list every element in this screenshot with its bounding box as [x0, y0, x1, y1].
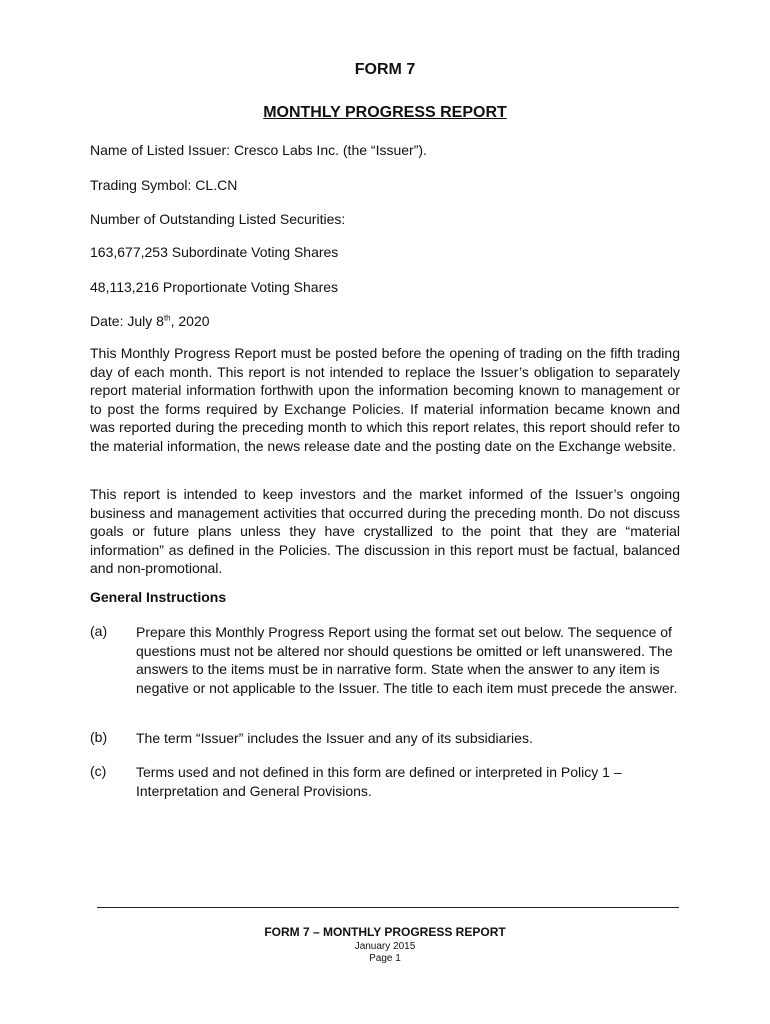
instruction-marker-a: (a): [90, 623, 108, 639]
instruction-text-b: The term “Issuer” includes the Issuer and any of its subsidiaries.: [136, 730, 533, 746]
form-number: FORM 7: [354, 61, 416, 78]
report-date-line: [90, 313, 210, 329]
footer-title: FORM 7 – MONTHLY PROGRESS REPORT: [264, 925, 506, 939]
instruction-marker-c: (c): [90, 763, 107, 779]
trading-symbol-line: Trading Symbol: CL.CN: [90, 177, 238, 193]
report-date-year: , 2020: [170, 313, 210, 329]
body-paragraph-posting: This Monthly Progress Report must be posted before the opening of trading on the fifth trading day of each month. This report is not intended to replace the Issuer’s obligation to separately report material information forthwith upon the information becoming known to management or to post the forms required by Exchange Policies. If material information became known and was reported during the preceding month to which this report relates, this report should refer to the material information, the news release date and the posting date on the Exchange website.: [90, 345, 680, 454]
report-date-prefix: Date: July 8: [90, 313, 164, 329]
instruction-text-c: Terms used and not defined in this form are defined or interpreted in Policy 1 – Interpretation and General Provisions.: [136, 764, 622, 799]
footer-page-number: Page 1: [369, 953, 401, 964]
body-paragraph-purpose: This report is intended to keep investors and the market informed of the Issuer’s ongoing business and management activities that occurred during the preceding month. Do not discuss goals or future plans unless they have crystallized to the point that they are “material information” as defined in the Policies. The discussion in this report must be factual, balanced and non-promotional.: [90, 486, 680, 577]
subordinate-shares-line: 163,677,253 Subordinate Voting Shares: [90, 244, 339, 260]
securities-label: Number of Outstanding Listed Securities:: [90, 211, 346, 227]
issuer-name-line: Name of Listed Issuer: Cresco Labs Inc. (the “Issuer”).: [90, 142, 427, 158]
report-title: MONTHLY PROGRESS REPORT: [263, 104, 507, 121]
instruction-marker-b: (b): [90, 729, 108, 745]
general-instructions-heading: General Instructions: [90, 589, 227, 605]
footer-date: January 2015: [354, 941, 416, 952]
proportionate-shares-line: 48,113,216 Proportionate Voting Shares: [90, 279, 339, 295]
report-date-suffix: th: [163, 313, 171, 323]
footer-divider: [97, 907, 679, 908]
instruction-text-a: Prepare this Monthly Progress Report using the format set out below. The sequence of questions must not be altered nor should questions be omitted or left unanswered. The answers to the items must be in narrative form. State when the answer to any item is negative or not applicable to the Issuer. The title to each item must precede the answer.: [136, 624, 678, 696]
